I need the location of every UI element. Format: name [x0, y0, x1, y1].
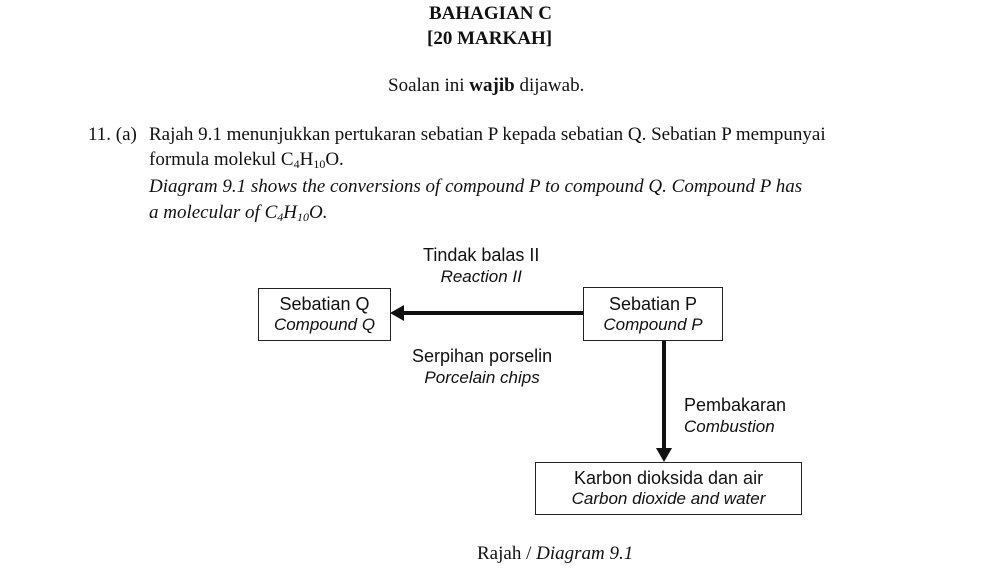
question-english-line-1: Diagram 9.1 shows the conversions of compound P to compound Q. Compound P has	[149, 176, 803, 197]
compound-q-box: Sebatian Q Compound Q	[258, 288, 391, 341]
arrow-reaction-ii-head	[390, 305, 404, 321]
instruction-text: Soalan ini wajib dijawab.	[388, 75, 585, 96]
question-number: 11. (a)	[88, 124, 137, 145]
combustion-label: Pembakaran Combustion	[684, 395, 787, 436]
question-english-line-2: a molecular of $C_4H_{10}O$.	[149, 202, 328, 224]
diagram-caption: Rajah / Diagram 9.1	[477, 543, 634, 564]
marks-label: [20 MARKAH]	[427, 28, 553, 49]
compound-p-box: Sebatian P Compound P	[583, 287, 723, 341]
reaction-ii-label: Tindak balas II Reaction II	[423, 245, 540, 286]
porcelain-chips-label: Serpihan porselin Porcelain chips	[412, 346, 553, 387]
question-malay-line-1: Rajah 9.1 menunjukkan pertukaran sebatian P kepada sebatian Q. Sebatian P mempunyai	[149, 124, 826, 145]
question-malay-line-2: formula molekul $C_4H_{10}O$.	[149, 149, 344, 171]
section-title: BAHAGIAN C	[429, 3, 552, 24]
arrow-combustion-head	[656, 448, 672, 462]
products-box: Karbon dioksida dan air Carbon dioxide and water	[535, 462, 802, 515]
